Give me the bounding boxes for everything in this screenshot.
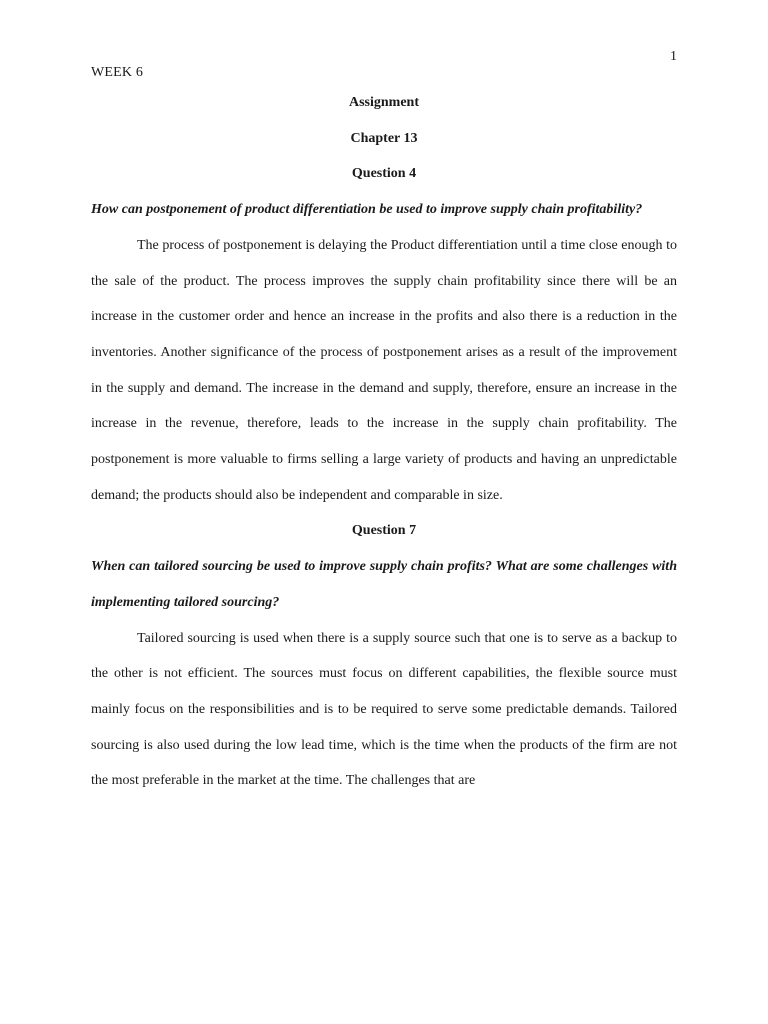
question-7-heading: Question 7	[351, 523, 417, 539]
running-head: WEEK 6	[91, 65, 144, 80]
question-4-heading: Question 4	[351, 166, 417, 182]
assignment-title: Assignment	[348, 95, 419, 110]
chapter-heading: Chapter 13	[350, 130, 418, 146]
question-7-prompt: When can tailored sourcing be used to improve supply chain profits? What are some challenges with implementing tailored sourcing?	[91, 559, 677, 610]
document-body	[91, 85, 677, 799]
question-7-answer: Tailored sourcing is used when there is a supply source such that one is to serve as a backup to the other is not efficient. The sources must focus on different capabilities, the flexible source must mainly focus on the responsibilities and is to be required to serve some predictable demands. Tailored sourcing is also used during the low lead time, which is the time when the products of the firm are not the most preferable in the market at the time. The challenges that are	[91, 630, 677, 789]
question-4-answer: The process of postponement is delaying the Product differentiation until a time close enough to the sale of the product. The process improves the supply chain profitability since there will be an increase in the customer order and hence an increase in the profits and also there is a reduction in the inventories. Another significance of the process of postponement arises as a result of the improvement in the supply and demand. The increase in the demand and supply, therefore, ensure an increase in the increase in the revenue, therefore, leads to the increase in the supply chain profitability. The postponement is more valuable to firms selling a large variety of products and having an unpredictable demand; the products should also be independent and comparable in size.	[91, 237, 677, 503]
page-number: 1	[670, 49, 677, 64]
question-4-prompt: How can postponement of product differentiation be used to improve supply chain profitability?	[91, 202, 643, 218]
